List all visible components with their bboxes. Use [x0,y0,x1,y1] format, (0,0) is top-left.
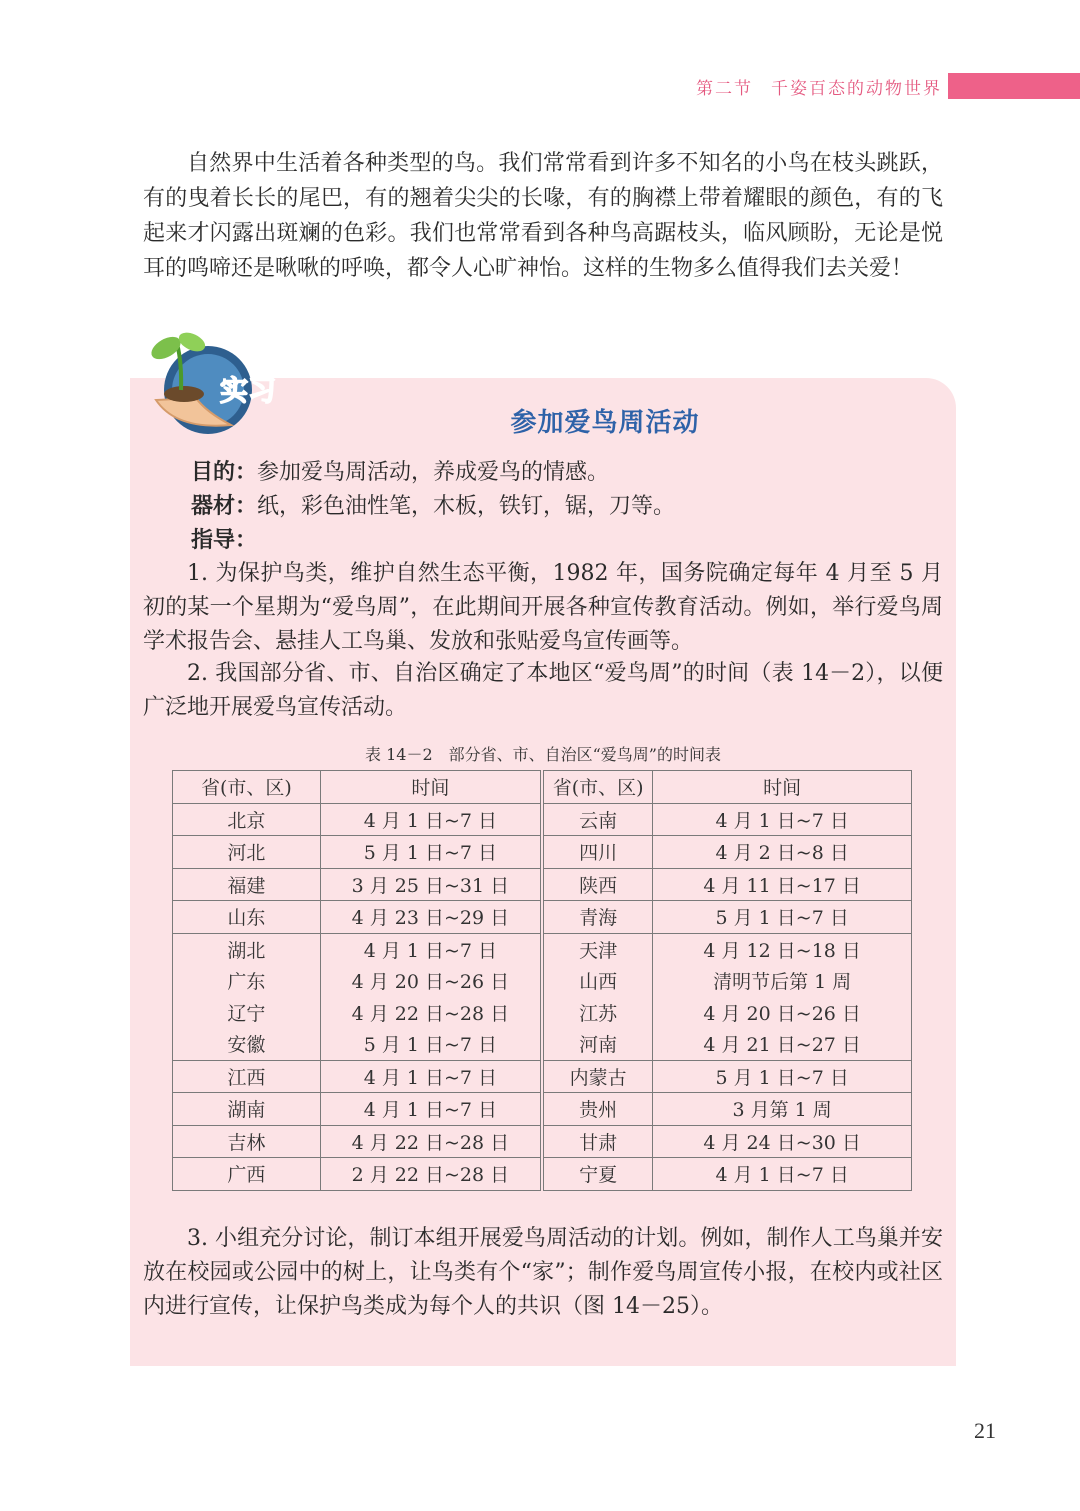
table-cell: 辽宁 [173,997,321,1029]
table-cell: 5 月 1 日~7 日 [320,1028,542,1060]
intro-paragraph: 自然界中生活着各种类型的鸟。我们常常看到许多不知名的小鸟在枝头跳跃，有的曳着长长的尾巴，有的翘着尖尖的长喙，有的胸襟上带着耀眼的颜色，有的飞起来才闪露出斑斓的色彩。我们也常常看到各种鸟高踞枝头，临风顾盼，无论是悦耳的鸣啼还是啾啾的呼唤，都令人心旷神怡。这样的生物多么值得我们去关爱！ [143,151,943,281]
table-cell: 4 月 21 日~27 日 [653,1028,912,1060]
table-cell: 甘肃 [542,1125,653,1158]
table-cell: 贵州 [542,1093,653,1126]
table-cell: 山西 [542,965,653,997]
table-cell: 4 月 11 日~17 日 [653,868,912,901]
bird-week-table [172,770,912,1191]
table-cell: 陕西 [542,868,653,901]
table-header-row [173,771,912,804]
table-cell: 江西 [173,1060,321,1093]
table-cell: 清明节后第 1 周 [653,965,912,997]
table-cell: 4 月 2 日~8 日 [653,836,912,869]
page-header [678,72,1080,100]
table-cell: 2 月 22 日~28 日 [320,1158,542,1191]
table-cell: 天津 [542,933,653,965]
table-cell: 4 月 20 日~26 日 [653,997,912,1029]
table-cell: 4 月 1 日~7 日 [653,803,912,836]
table-cell: 江苏 [542,997,653,1029]
table-cell: 河南 [542,1028,653,1060]
materials-label: 器材： [191,494,258,519]
col-header-region-1: 省(市、区) [173,771,321,804]
guide-paragraph-2: 2. 我国部分省、市、自治区确定了本地区“爱鸟周”的时间（表 14－2），以便广泛地开展爱鸟宣传活动。 [143,661,943,720]
table-cell: 四川 [542,836,653,869]
table-row [173,1158,912,1191]
table-cell: 4 月 20 日~26 日 [320,965,542,997]
table-cell: 广东 [173,965,321,997]
table-cell: 河北 [173,836,321,869]
table-row [173,901,912,934]
table-cell: 5 月 1 日~7 日 [653,901,912,934]
page-number: 21 [974,1418,996,1443]
table-cell: 3 月 25 日~31 日 [320,868,542,901]
header-text [678,74,942,99]
table-cell: 湖北 [173,933,321,965]
header-accent-bar [948,73,1080,99]
table-row [173,803,912,836]
guide-paragraph-1: 1. 为保护鸟类，维护自然生态平衡，1982 年，国务院确定每年 4 月至 5 月初的某一个星期为“爱鸟周”，在此期间开展各种宣传教育活动。例如，举行爱鸟周学术报告会、悬挂人工鸟巢、发放和张贴爱鸟宣传画等。 [143,561,943,654]
materials-row [143,490,943,524]
table-cell: 福建 [173,868,321,901]
purpose-label: 目的： [191,460,258,485]
guide-paragraph-3: 3. 小组充分讨论，制订本组开展爱鸟周活动的计划。例如，制作人工鸟巢并安放在校园或公园中的树上，让鸟类有个“家”；制作爱鸟周宣传小报，在校内或社区内进行宣传，让保护鸟类成为每个人的共识（图 14－25）。 [143,1226,943,1319]
practice-title: 参加爱鸟周活动 [510,408,700,438]
col-header-region-2: 省(市、区) [542,771,653,804]
materials-text: 纸，彩色油性笔，木板，铁钉，锯，刀等。 [257,494,676,519]
purpose-row [143,456,943,490]
table-cell: 5 月 1 日~7 日 [653,1060,912,1093]
table-row [173,1125,912,1158]
table-caption: 表 14－2 部分省、市、自治区“爱鸟周”的时间表 [365,745,721,764]
table-body [173,803,912,1190]
table-cell: 4 月 1 日~7 日 [653,1158,912,1191]
table-cell: 4 月 22 日~28 日 [320,1125,542,1158]
table-row [173,868,912,901]
col-header-time-1: 时间 [320,771,542,804]
table-cell: 吉林 [173,1125,321,1158]
table-cell: 宁夏 [542,1158,653,1191]
table-cell: 5 月 1 日~7 日 [320,836,542,869]
table-cell: 4 月 12 日~18 日 [653,933,912,965]
header-title: 千姿百态的动物世界 [771,78,942,99]
table-cell: 4 月 22 日~28 日 [320,997,542,1029]
table-cell: 山东 [173,901,321,934]
table-row [173,933,912,965]
table-row [173,997,912,1029]
col-header-time-2: 时间 [653,771,912,804]
table-cell: 4 月 1 日~7 日 [320,803,542,836]
table-cell: 4 月 1 日~7 日 [320,933,542,965]
table-cell: 安徽 [173,1028,321,1060]
table-row [173,836,912,869]
table-cell: 内蒙古 [542,1060,653,1093]
header-section: 第二节 [696,78,753,99]
table-cell: 北京 [173,803,321,836]
table-cell: 云南 [542,803,653,836]
table-cell: 4 月 24 日~30 日 [653,1125,912,1158]
table-row [173,1060,912,1093]
guide-label: 指导： [191,528,258,553]
practice-info [143,456,943,558]
table-cell: 湖南 [173,1093,321,1126]
table-cell: 4 月 1 日~7 日 [320,1060,542,1093]
table-cell: 青海 [542,901,653,934]
table-cell: 3 月第 1 周 [653,1093,912,1126]
table-row [173,965,912,997]
table-row [173,1028,912,1060]
badge-label: 实习 [220,374,277,407]
purpose-text: 参加爱鸟周活动，养成爱鸟的情感。 [257,460,610,485]
table-cell: 4 月 23 日~29 日 [320,901,542,934]
table-cell: 4 月 1 日~7 日 [320,1093,542,1126]
guide-row [143,524,943,558]
table-cell: 广西 [173,1158,321,1191]
table-row [173,1093,912,1126]
